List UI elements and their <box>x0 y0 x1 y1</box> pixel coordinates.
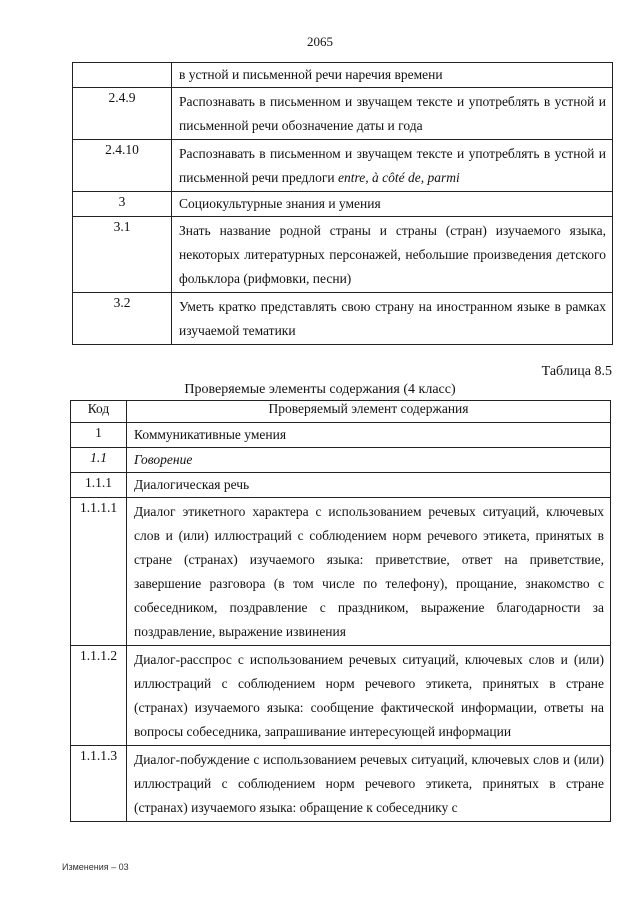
requirements-table-continued <box>72 62 613 345</box>
row-code: 1.1 <box>71 448 127 473</box>
row-code: 3 <box>73 192 172 217</box>
row-text: Диалогическая речь <box>127 473 611 498</box>
row-code: 1.1.1.2 <box>71 646 127 746</box>
row-text: Коммуникативные умения <box>127 423 611 448</box>
table-row <box>71 646 611 746</box>
table-header-row <box>71 401 611 423</box>
footer-revision: Изменения – 03 <box>62 862 129 872</box>
table-title: Проверяемые элементы содержания (4 класс) <box>184 382 456 397</box>
table-row <box>73 293 613 345</box>
table-row <box>71 498 611 646</box>
table-row <box>73 88 613 140</box>
table-row <box>71 448 611 473</box>
row-text: Уметь кратко представлять свою страну на иностранном языке в рамках изучаемой тематики <box>172 293 613 345</box>
row-code: 1.1.1.3 <box>71 746 127 822</box>
table-caption: Таблица 8.5 <box>541 364 612 379</box>
header-element: Проверяемый элемент содержания <box>127 401 611 423</box>
row-text: в устной и письменной речи наречия времени <box>172 63 613 88</box>
row-text <box>172 140 613 192</box>
row-code: 1.1.1.1 <box>71 498 127 646</box>
row-code: 2.4.10 <box>73 140 172 192</box>
table-row <box>71 746 611 822</box>
row-text-plain: Распознавать в письменном и звучащем тексте и употреблять в устной и письменной речи предлоги <box>179 146 606 185</box>
row-text: Диалог-побуждение с использованием речевых ситуаций, ключевых слов и (или) иллюстраций с соблюдением норм речевого этикета, принятых в стране (странах) изучаемого языка: обращение к собеседнику с <box>127 746 611 822</box>
header-code: Код <box>71 401 127 423</box>
row-code: 3.1 <box>73 217 172 293</box>
row-code <box>73 63 172 88</box>
page-number: 2065 <box>307 34 333 49</box>
row-code: 3.2 <box>73 293 172 345</box>
row-text: Говорение <box>127 448 611 473</box>
row-code: 2.4.9 <box>73 88 172 140</box>
table-row <box>73 192 613 217</box>
content-elements-table <box>70 400 611 822</box>
row-code: 1 <box>71 423 127 448</box>
row-text: Распознавать в письменном и звучащем тексте и употреблять в устной и письменной речи обозначение даты и года <box>172 88 613 140</box>
row-code: 1.1.1 <box>71 473 127 498</box>
table-row <box>71 423 611 448</box>
table-row <box>73 63 613 88</box>
table-row <box>73 217 613 293</box>
row-text: Социокультурные знания и умения <box>172 192 613 217</box>
table-row <box>71 473 611 498</box>
row-text-italic: entre, à côté de, parmi <box>338 170 460 185</box>
row-text: Знать название родной страны и страны (стран) изучаемого языка, некоторых литературных персонажей, небольшие произведения детского фольклора (рифмовки, песни) <box>172 217 613 293</box>
row-text: Диалог этикетного характера с использованием речевых ситуаций, ключевых слов и (или) иллюстраций с соблюдением норм речевого этикета, принятых в стране (странах) изучаемого языка: приветствие, ответ на приветствие, завершение разговора (в том числе по телефону), прощание, знакомство с собеседником, поздравление с праздником, выражение благодарности за поздравление, выражение извинения <box>127 498 611 646</box>
table-row <box>73 140 613 192</box>
row-text: Диалог-расспрос с использованием речевых ситуаций, ключевых слов и (или) иллюстраций с соблюдением норм речевого этикета, принятых в стране (странах) изучаемого языка: сообщение фактической информации, ответы на вопросы собеседника, запрашивание интересующей информации <box>127 646 611 746</box>
